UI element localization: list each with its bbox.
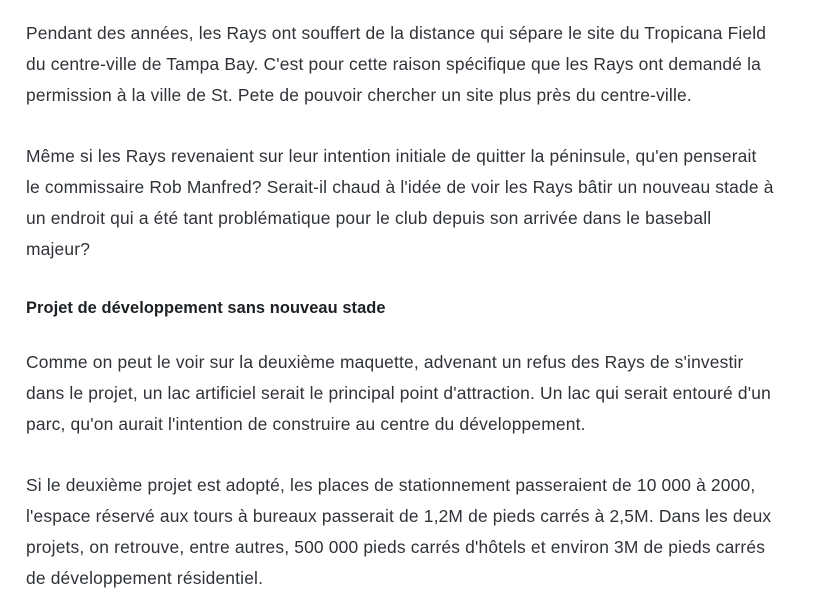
- paragraph-deuxieme-maquette: Comme on peut le voir sur la deuxième maquette, advenant un refus des Rays de s'investir dans le projet, un lac artificiel serait le principal point d'attraction. Un lac qui serait entouré d'un parc, qu'on aurait l'intention de construire au centre du développement.: [26, 352, 771, 434]
- heading-projet-developpement: Projet de développement sans nouveau stade: [26, 299, 386, 317]
- paragraph-manfred-reaction: Même si les Rays revenaient sur leur intention initiale de quitter la péninsule, qu'en penserait le commissaire Rob Manfred? Serait-il chaud à l'idée de voir les Rays bâtir un nouveau stade à un endroit qui a été tant problématique pour le club depuis son arrivée dans le baseball majeur?: [26, 146, 774, 259]
- paragraph-distance-tropicana: Pendant des années, les Rays ont souffert de la distance qui sépare le site du Tropicana Field du centre-ville de Tampa Bay. C'est pour cette raison spécifique que les Rays ont demandé la permission à la ville de St. Pete de pouvoir chercher un site plus près du centre-ville.: [26, 23, 767, 105]
- paragraph-stationnement-chiffres: Si le deuxième projet est adopté, les places de stationnement passeraient de 10 000 à 2000, l'espace réservé aux tours à bureaux passerait de 1,2M de pieds carrés à 2,5M. Dans les deux projets, on retrouve, entre autres, 500 000 pieds carrés d'hôtels et environ 3M de pieds carrés de développement résidentiel.: [26, 475, 772, 588]
